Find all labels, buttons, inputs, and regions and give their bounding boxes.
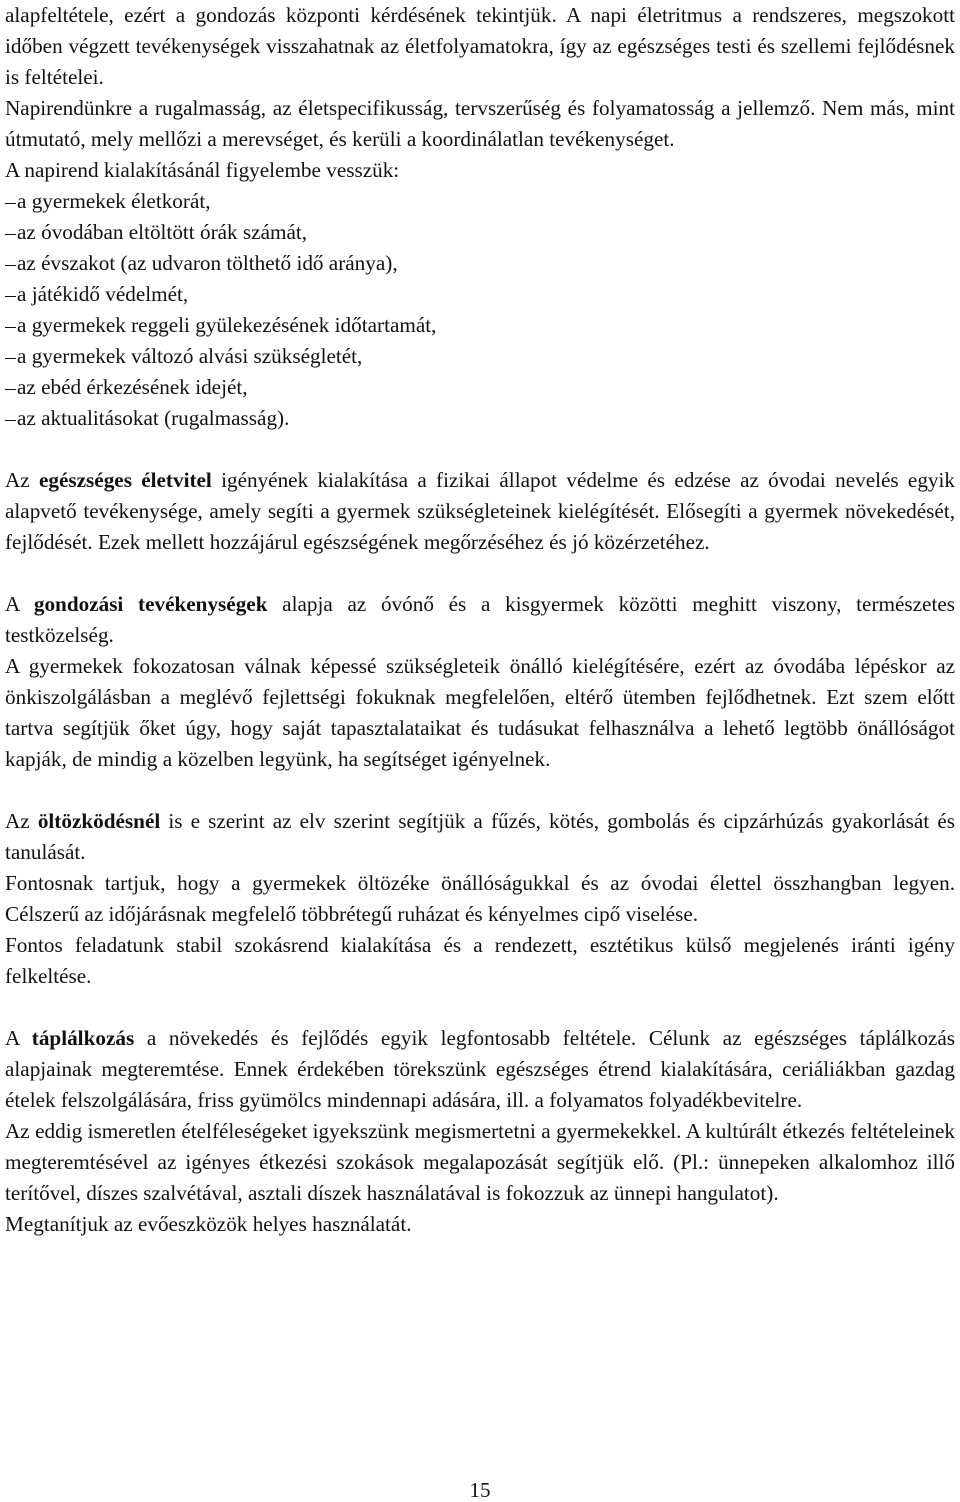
- paragraph-nutrition: A táplálkozás a növekedés és fejlődés egyik legfontosabb feltétele. Célunk az egészséges táplálkozás alapjainak megteremtése. Ennek érdekében törekszünk egészséges étrend kialakítására, ceriáliákban gazdag ételek felszolgálására, friss gyümölcs mindennapi adására, ill. a folyamatos folyadékbevitelre.: [5, 1026, 955, 1112]
- paragraph-care-activities: A gondozási tevékenységek alapja az óvónő és a kisgyermek közötti meghitt viszony, természetes testközelség.: [5, 592, 955, 647]
- list-item: a gyermekek változó alvási szükségletét,: [5, 341, 955, 372]
- paragraph-schedule-flexibility: Napirendünkre a rugalmasság, az életspecifikusság, tervszerűség és folyamatosság a jellemző. Nem más, mint útmutató, mely mellőzi a merevséget, és kerüli a koordinálatlan tevékenységet.: [5, 96, 955, 151]
- term-nutrition: táplálkozás: [31, 1026, 135, 1050]
- document-page: [5, 0, 955, 1240]
- paragraph-daily-rhythm: alapfeltétele, ezért a gondozás központi kérdésének tekintjük. A napi életritmus a rendszeres, megszokott időben végzett tevékenységek visszahatnak az életfolyamatokra, így az egészséges testi és szellemi fejlődésnek is feltételei.: [5, 3, 955, 89]
- term-care-activities: gondozási tevékenységek: [33, 592, 268, 616]
- list-item: az évszakot (az udvaron tölthető idő aránya),: [5, 248, 955, 279]
- list-item: az aktualitásokat (rugalmasság).: [5, 403, 955, 434]
- list-item: a gyermekek életkorát,: [5, 186, 955, 217]
- schedule-factors-list: [5, 186, 955, 434]
- term-healthy-lifestyle: egészséges életvitel: [39, 468, 212, 492]
- term-dressing: öltözködésnél: [37, 809, 161, 833]
- paragraph-clothing: Fontosnak tartjuk, hogy a gyermekek öltözéke önállóságukkal és az óvodai élettel összhangban legyen. Célszerű az időjárásnak megfelelő többrétegű ruházat és kényelmes cipő viselése.: [5, 871, 955, 926]
- list-item: a játékidő védelmét,: [5, 279, 955, 310]
- paragraph-habits: Fontos feladatunk stabil szokásrend kialakítása és a rendezett, esztétikus külső megjelenés iránti igény felkeltése.: [5, 933, 955, 988]
- schedule-list-intro: A napirend kialakításánál figyelembe vesszük:: [5, 158, 400, 182]
- list-item: a gyermekek reggeli gyülekezésének időtartamát,: [5, 310, 955, 341]
- list-item: az óvodában eltöltött órák számát,: [5, 217, 955, 248]
- list-item: az ebéd érkezésének idejét,: [5, 372, 955, 403]
- paragraph-cutlery: Megtanítjuk az evőeszközök helyes használatát.: [5, 1212, 412, 1236]
- paragraph-dressing: Az öltözködésnél is e szerint az elv szerint segítjük a fűzés, kötés, gombolás és cipzárhúzás gyakorlását és tanulását.: [5, 809, 955, 864]
- page-number: 15: [469, 1478, 491, 1502]
- paragraph-self-service: A gyermekek fokozatosan válnak képessé szükségleteik önálló kielégítésére, ezért az óvodába lépéskor az önkiszolgálásban a meglévő fejlettségi fokuknak megfelelően, eltérő ütemben fejlődhetnek. Ezt szem előtt tartva segítjük őket úgy, hogy saját tapasztalataikat és tudásukat felhasználva a lehető legtöbb önállóságot kapják, de mindig a közelben legyünk, ha segítséget igényelnek.: [5, 654, 955, 771]
- paragraph-healthy-lifestyle: Az egészséges életvitel igényének kialakítása a fizikai állapot védelme és edzése az óvodai nevelés egyik alapvető tevékenysége, amely segíti a gyermek szükségleteinek kielégítését. Elősegíti a gyermek növekedését, fejlődését. Ezek mellett hozzájárul egészségének megőrzéséhez és jó közérzetéhez.: [5, 468, 955, 554]
- paragraph-eating-culture: Az eddig ismeretlen ételféleségeket igyekszünk megismertetni a gyermekekkel. A kultúrált étkezés feltételeinek megteremtésével az igényes étkezési szokások megalapozását segítjük elő. (Pl.: ünnepeken alkalomhoz illő terítővel, díszes szalvétával, asztali díszek használatával is fokozzuk az ünnepi hangulatot).: [5, 1119, 955, 1205]
